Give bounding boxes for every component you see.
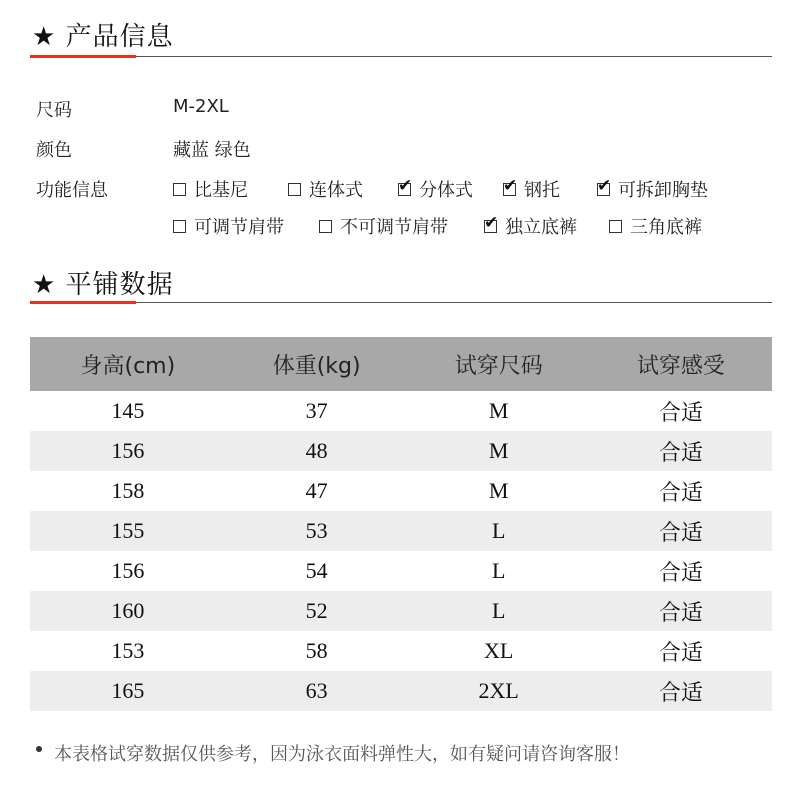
cell-feel: 合适 [590,591,772,631]
header-weight: 体重(kg) [226,337,408,391]
cell-feel: 合适 [658,400,703,426]
feature-option [503,176,560,202]
checkbox-checked-icon [484,212,499,233]
size-value: M-2XL [173,96,229,117]
cell-size: M [488,398,509,423]
cell-feel: 合适 [658,480,703,506]
table-header-row [30,337,772,391]
cell-feel: 合适 [590,431,772,471]
table-row [30,511,772,551]
feature-option [173,176,248,202]
feature-option [173,213,284,239]
feature-label: 不可调节肩带 [340,217,448,238]
cell-height: 165 [30,671,226,711]
table-row [30,671,772,711]
checkmark-icon: ✔ [503,175,518,196]
measurement-table [30,337,772,711]
color-label: 颜色 [36,140,72,161]
feature-option [319,213,448,239]
cell-size: L [491,558,506,583]
disclaimer-note [36,740,630,766]
feature-label: 连体式 [309,180,363,201]
checkmark-icon: ✔ [398,175,413,196]
feature-label: 独立底裤 [505,217,577,238]
cell-height: 155 [30,511,226,551]
checkbox-checked-icon [597,175,612,196]
cell-weight: 53 [226,511,408,551]
header-divider [30,302,772,303]
cell-weight: 52 [226,591,408,631]
feature-label: 可拆卸胸垫 [618,180,708,201]
feature-option [288,176,363,202]
feature-label: 三角底裤 [630,217,702,238]
color-value: 藏蓝 绿色 [173,140,251,161]
checkmark-icon: ✔ [484,212,499,233]
cell-height: 156 [30,431,226,471]
table-row [30,591,772,631]
cell-size: XL [484,638,514,663]
cell-feel: 合适 [658,560,703,586]
cell-size: 2XL [408,671,590,711]
table-row [30,631,772,671]
table-row [30,431,772,471]
cell-weight: 63 [226,671,408,711]
cell-weight: 47 [305,478,328,503]
product-info-title: ★ 产品信息 [32,22,174,52]
disclaimer-text: 本表格试穿数据仅供参考，因为泳衣面料弹性大，如有疑问请咨询客服！ [54,744,630,765]
size-label: 尺码 [36,100,72,121]
feature-option [484,213,577,239]
header-divider [30,56,772,57]
cell-height: 160 [30,591,226,631]
cell-feel: 合适 [590,671,772,711]
cell-height: 158 [111,478,145,503]
cell-weight: 54 [305,558,328,583]
table-row [30,471,772,511]
checkbox-empty-icon [319,220,332,233]
table-row [30,391,772,431]
cell-feel: 合适 [658,640,703,666]
measure-header [30,254,772,314]
header-size: 试穿尺码 [408,337,590,391]
cell-feel: 合适 [590,511,772,551]
header-accent-bar [30,55,136,58]
cell-weight: 58 [305,638,328,663]
checkbox-empty-icon [288,183,301,196]
header-height: 身高(cm) [30,337,226,391]
header-accent-bar [30,301,136,304]
header-feel: 试穿感受 [590,337,772,391]
cell-size: L [408,591,590,631]
cell-weight: 48 [226,431,408,471]
checkmark-icon: ✔ [597,175,612,196]
feature-option [398,176,473,202]
feature-label: 可调节肩带 [194,217,284,238]
cell-size: M [408,431,590,471]
table-row [30,551,772,591]
features-label: 功能信息 [36,180,108,201]
checkbox-checked-icon [398,175,413,196]
cell-height: 145 [111,398,145,423]
checkbox-empty-icon [173,220,186,233]
cell-height: 156 [111,558,145,583]
product-info-header [30,6,772,66]
cell-size: L [408,511,590,551]
feature-label: 分体式 [419,180,473,201]
feature-label: 钢托 [524,180,560,201]
feature-option [609,213,702,239]
cell-size: M [488,478,509,503]
bullet-icon [36,746,42,752]
feature-label: 比基尼 [194,180,248,201]
checkbox-checked-icon [503,175,518,196]
checkbox-empty-icon [609,220,622,233]
measure-title: ★ 平铺数据 [32,270,174,300]
cell-weight: 37 [305,398,328,423]
checkbox-empty-icon [173,183,186,196]
feature-option [597,176,708,202]
cell-height: 153 [111,638,145,663]
